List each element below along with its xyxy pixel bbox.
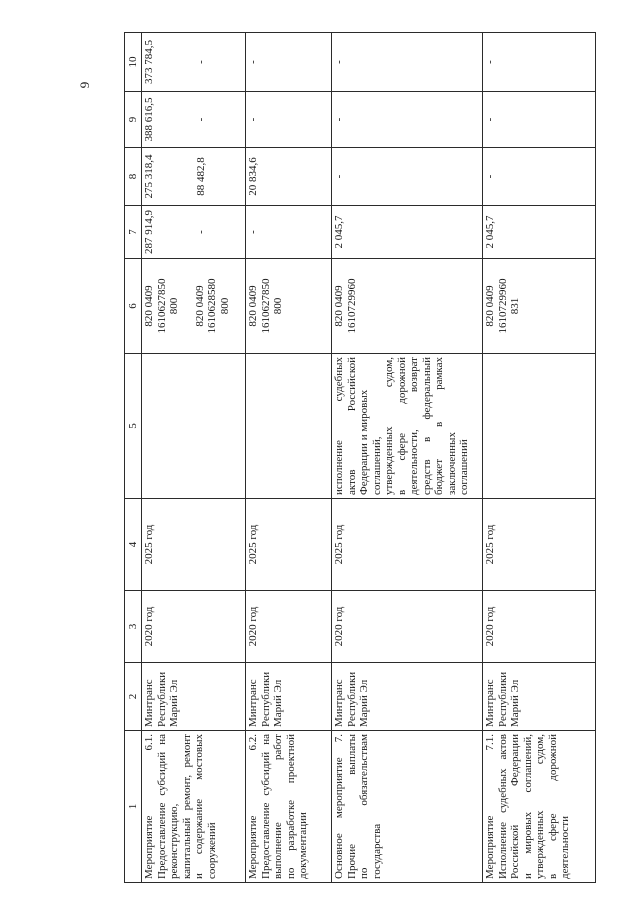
value-cell-col9: - <box>332 92 483 148</box>
start-year-cell: 2020 год <box>332 591 483 663</box>
value-cell-col9: - <box>483 92 596 148</box>
value-cell-col7: 287 914,9 - <box>142 206 246 259</box>
value-cell-col7: 2 045,7 <box>483 206 596 259</box>
table-row <box>246 33 332 883</box>
end-year-cell: 2025 год <box>142 499 246 591</box>
executor-cell: Минтранс Республики Марий Эл <box>483 663 596 731</box>
description-cell <box>246 354 332 499</box>
value-cell-col10: - <box>246 33 332 92</box>
budget-code-cell: 820 0409 1610729960 831 <box>483 259 596 354</box>
value-cell-col8: 20 834,6 <box>246 148 332 206</box>
column-header: 9 <box>125 92 142 148</box>
column-header: 5 <box>125 354 142 499</box>
column-header: 2 <box>125 663 142 731</box>
column-header: 8 <box>125 148 142 206</box>
executor-cell: Минтранс Республики Марий Эл <box>246 663 332 731</box>
value-cell-col9: - <box>246 92 332 148</box>
measure-cell: Мероприятие 6.2. Предоставление субсидий на выполнение работ по разработке проектной документации <box>246 731 332 883</box>
executor-cell: Минтранс Республики Марий Эл <box>332 663 483 731</box>
description-cell <box>142 354 246 499</box>
measure-cell: Мероприятие 6.1. Предоставление субсидий на реконструкцию, капитальный ремонт, ремонт и содержание мостовых сооружений <box>142 731 246 883</box>
page-number: 9 <box>77 81 92 89</box>
start-year-cell: 2020 год <box>483 591 596 663</box>
value-cell-col10: - <box>483 33 596 92</box>
budget-code-cell: 820 0409 1610627850 800 <box>246 259 332 354</box>
column-header: 4 <box>125 499 142 591</box>
executor-cell: Минтранс Республики Марий Эл <box>142 663 246 731</box>
rotated-page <box>124 33 593 883</box>
header-row <box>125 33 142 883</box>
description-cell: исполнение судебных актов Российской Федерации и мировых соглашений, утвержденных судом, в сфере дорожной деятельности, возврат средств в федеральный бюджет в рамках заключенных соглашений <box>332 354 483 499</box>
value-cell-col8: - <box>332 148 483 206</box>
table-row <box>142 33 246 883</box>
budget-code-cell: 820 0409 1610627850 800 820 0409 1610628580 800 <box>142 259 246 354</box>
end-year-cell: 2025 год <box>332 499 483 591</box>
value-cell-col7: - <box>246 206 332 259</box>
start-year-cell: 2020 год <box>246 591 332 663</box>
value-cell-col8: 275 318,4 88 482,8 <box>142 148 246 206</box>
column-header: 6 <box>125 259 142 354</box>
measure-cell: Мероприятие 7.1. Исполнение судебных актов Российской Федерации и мировых соглашений, утвержденных судом, в сфере дорожной деятельности <box>483 731 596 883</box>
value-cell-col10: 373 784,5 - <box>142 33 246 92</box>
measure-cell: Основное мероприятие 7. Прочие выплаты по обязательствам государства <box>332 731 483 883</box>
table-row <box>483 33 596 883</box>
budget-code-cell: 820 0409 1610729960 <box>332 259 483 354</box>
column-header: 3 <box>125 591 142 663</box>
column-header: 7 <box>125 206 142 259</box>
value-cell-col9: 388 616,5 - <box>142 92 246 148</box>
column-header: 1 <box>125 731 142 883</box>
value-cell-col7: 2 045,7 <box>332 206 483 259</box>
value-cell-col10: - <box>332 33 483 92</box>
end-year-cell: 2025 год <box>246 499 332 591</box>
budget-table <box>124 32 596 883</box>
start-year-cell: 2020 год <box>142 591 246 663</box>
column-header: 10 <box>125 33 142 92</box>
end-year-cell: 2025 год <box>483 499 596 591</box>
description-cell <box>483 354 596 499</box>
table-row <box>332 33 483 883</box>
value-cell-col8: - <box>483 148 596 206</box>
